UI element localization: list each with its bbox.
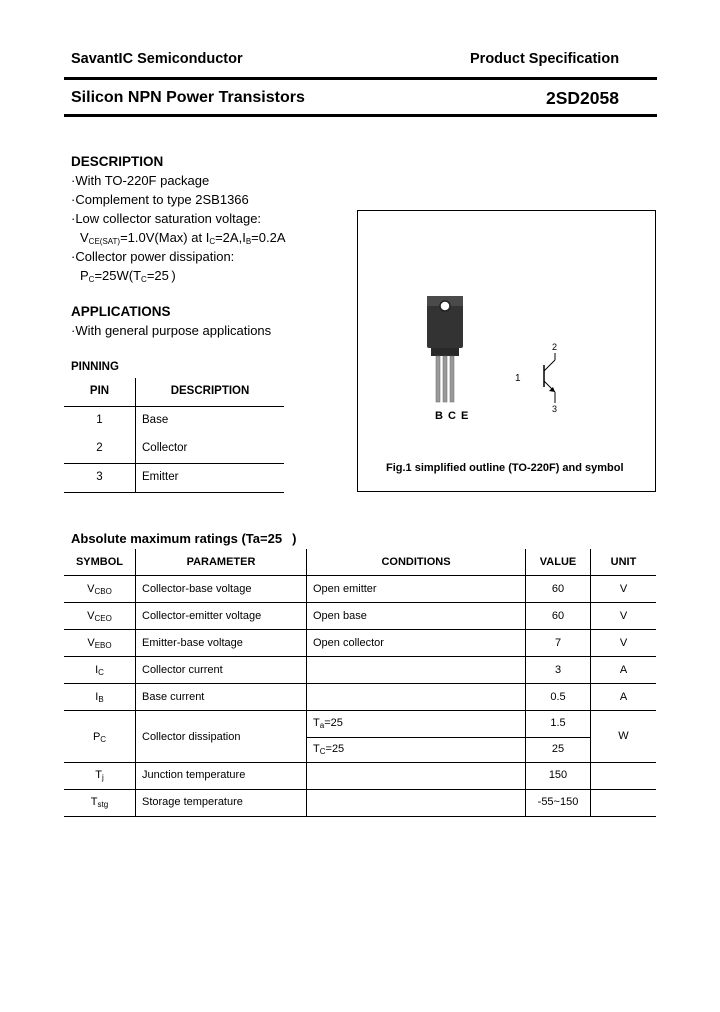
symbol-pin1-label: 1 [515,373,521,384]
description-line-vce: $V_{CE(SAT)}=1.0V(Max)$ at $I_C=2A,I_B=0.2A$ [80,230,286,246]
rating-symbol: $I_B$ [95,691,104,704]
rating-conditions: Open emitter [313,583,377,595]
rating-parameter: Emitter-base voltage [142,637,243,649]
pin-number: 1 [96,414,103,426]
rating-value-tc: 25 [551,743,565,755]
rating-parameter: Junction temperature [142,769,246,781]
rating-unit: V [619,637,628,649]
rating-unit: A [619,691,628,703]
rating-value: 150 [548,769,568,781]
rating-conditions: Open collector [313,637,384,649]
pinning-col-desc: DESCRIPTION [170,385,250,397]
figure-caption: Fig.1 simplified outline (TO-220F) and symbol [386,462,624,474]
rating-parameter: Collector-base voltage [142,583,252,595]
product-line: Silicon NPN Power Transistors [71,89,305,106]
rating-conditions-tc: $T_C=25$ [313,743,345,756]
rating-parameter: Collector current [142,664,223,676]
applications-line: ·With general purpose applications [71,323,272,338]
rating-symbol: $V_{CEO}$ [87,610,112,623]
rating-unit: A [619,664,628,676]
description-line: ·Low collector saturation voltage: [71,211,262,226]
applications-title: APPLICATIONS [71,304,171,319]
pinning-col-pin: PIN [89,385,110,397]
rating-symbol: $V_{EBO}$ [87,637,112,650]
pin-number: 2 [96,442,103,454]
rating-parameter: Collector-emitter voltage [142,610,262,622]
pinning-title: PINNING [71,361,119,373]
symbol-pin3-label: 3 [552,404,558,414]
description-line: ·Complement to type 2SB1366 [71,192,249,207]
rating-unit: V [619,610,628,622]
rating-conditions-ta: $T_a=25$ [313,717,343,730]
rating-unit: W [618,730,629,742]
ratings-title: Absolute maximum ratings (Ta=25 ) [71,531,297,546]
doc-type: Product Specification [470,51,620,67]
rating-symbol: $T_{stg}$ [90,796,109,809]
rating-symbol: $T_j$ [95,769,104,782]
description-title: DESCRIPTION [71,154,164,169]
description-line: ·With TO-220F package [71,173,210,188]
rating-value: -55~150 [537,796,579,808]
company-name: SavantIC Semiconductor [71,51,243,67]
rating-parameter: Base current [142,691,205,703]
pin-description: Emitter [142,471,179,483]
pin-description: Collector [142,442,188,454]
rating-symbol: $V_{CBO}$ [87,583,112,596]
rating-symbol: $I_C$ [95,664,104,677]
part-number: 2SD2058 [546,88,619,108]
description-line: ·Collector power dissipation: [71,249,235,264]
ratings-col-parameter: PARAMETER [186,556,256,568]
rating-value: 0.5 [550,691,566,703]
symbol-pin2-label: 2 [552,342,558,352]
rating-value: 7 [554,637,562,649]
rating-value: 60 [551,583,565,595]
rating-value: 60 [551,610,565,622]
description-line-pc: $P_C=25W(T_C=25$ ) [80,268,176,284]
ratings-col-unit: UNIT [610,556,637,568]
pin-number: 3 [96,471,103,483]
rating-symbol: $P_C$ [92,731,107,744]
ratings-col-conditions: CONDITIONS [381,556,451,568]
package-pin-labels: B C E [435,410,470,422]
rating-unit: V [619,583,628,595]
rating-parameter: Storage temperature [142,796,243,808]
rating-conditions: Open base [313,610,367,622]
rating-value-ta: 1.5 [550,717,566,729]
rating-parameter: Collector dissipation [142,731,241,743]
rating-value: 3 [554,664,562,676]
ratings-col-value: VALUE [539,556,577,568]
pin-description: Base [142,414,169,426]
ratings-col-symbol: SYMBOL [75,556,124,568]
